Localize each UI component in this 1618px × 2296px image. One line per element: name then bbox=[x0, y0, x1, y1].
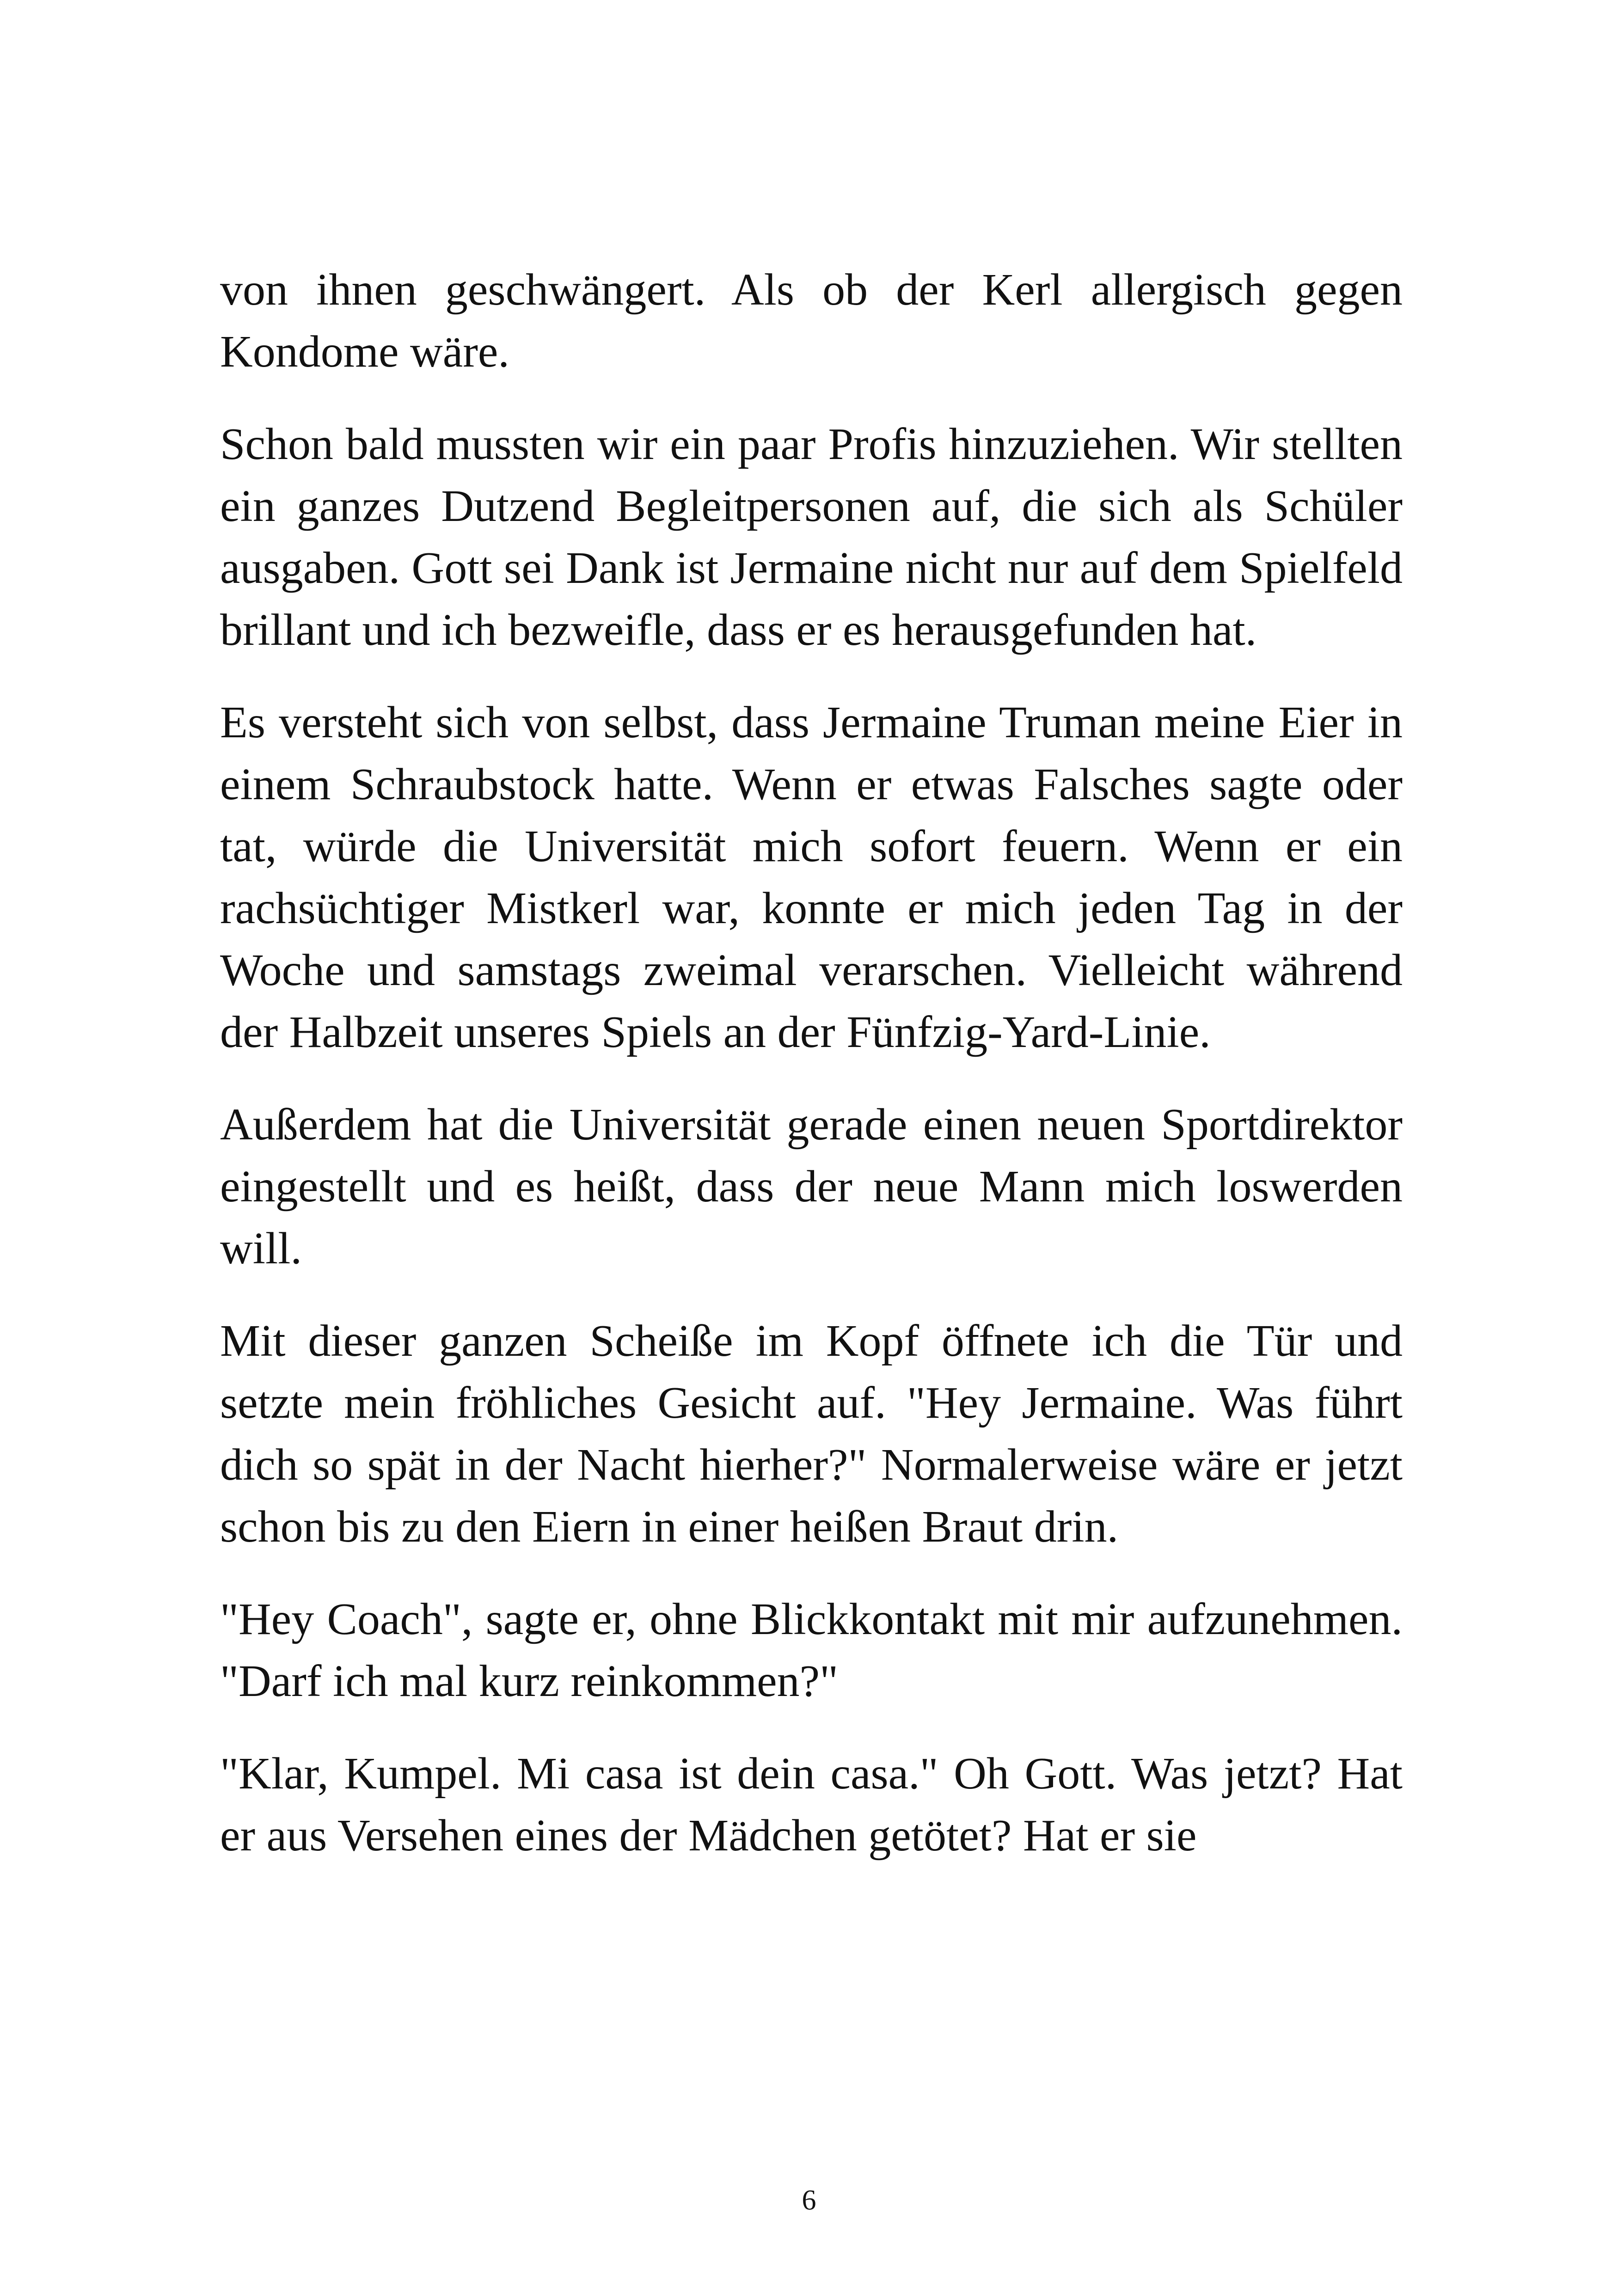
paragraph: "Klar, Kumpel. Mi casa ist dein casa." Oh Gott. Was jetzt? Hat er aus Versehen eines der Mädchen getötet? Hat er sie bbox=[220, 1749, 1403, 1861]
paragraph: Schon bald mussten wir ein paar Profis hinzuziehen. Wir stellten ein ganzes Dutzend Begleitpersonen auf, die sich als Schüler ausgaben. Gott sei Dank ist Jermaine nicht nur auf dem Spielfeld brillant und ich bezweifle, dass er es herausgefunden hat. bbox=[220, 419, 1403, 655]
paragraph: von ihnen geschwängert. Als ob der Kerl allergisch gegen Kondome wäre. bbox=[220, 265, 1403, 377]
paragraph: Außerdem hat die Universität gerade einen neuen Sportdirektor eingestellt und es heißt, dass der neue Mann mich loswerden will. bbox=[220, 1100, 1403, 1274]
page-number: 6 bbox=[802, 2185, 816, 2216]
paragraph: Es versteht sich von selbst, dass Jermaine Truman meine Eier in einem Schraubstock hatte. Wenn er etwas Falsches sagte oder tat, würde die Universität mich sofort feuern. Wenn er ein rachsüchtiger Mistkerl war, konnte er mich jeden Tag in der Woche und samstags zweimal verarschen. Vielleicht während der Halbzeit unseres Spiels an der Fünfzig-Yard-Linie. bbox=[220, 698, 1403, 1057]
paragraph: "Hey Coach", sagte er, ohne Blickkontakt mit mir aufzunehmen. "Darf ich mal kurz reinkommen?" bbox=[220, 1594, 1403, 1706]
body-text bbox=[220, 259, 1403, 1897]
paragraph: Mit dieser ganzen Scheiße im Kopf öffnete ich die Tür und setzte mein fröhliches Gesicht auf. "Hey Jermaine. Was führt dich so spät in der Nacht hierher?" Normalerweise wäre er jetzt schon bis zu den Eiern in einer heißen Braut drin. bbox=[220, 1316, 1403, 1552]
